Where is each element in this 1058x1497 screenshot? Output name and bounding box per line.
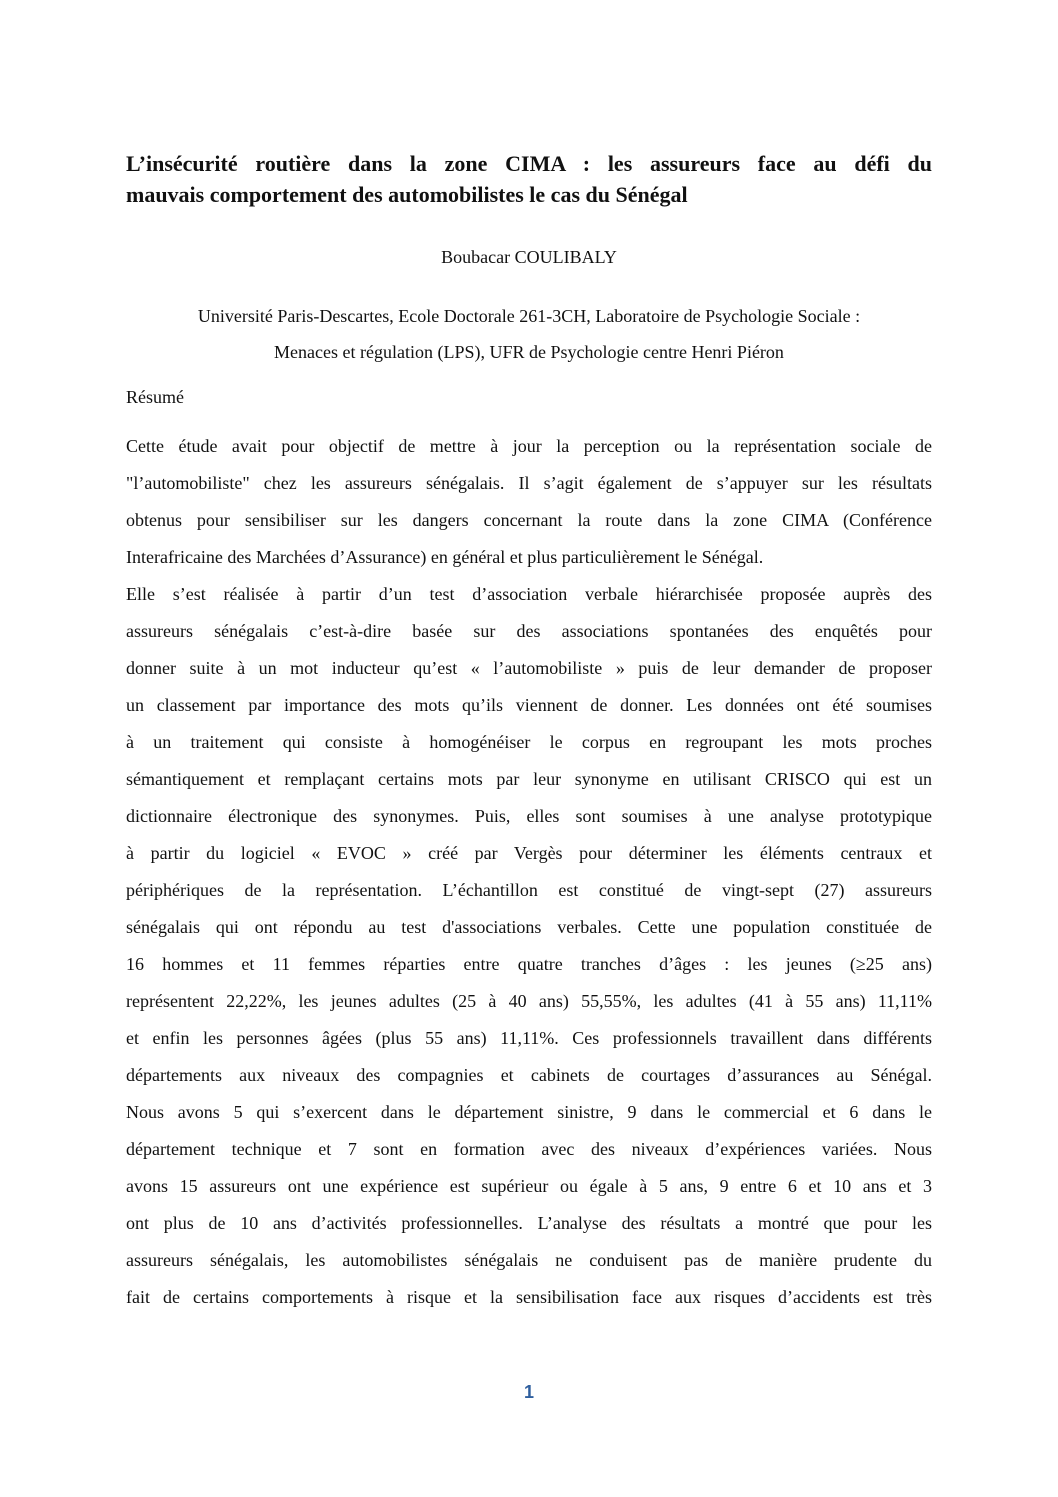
abstract-line: départements aux niveaux des compagnies et cabinets de courtages d’assurances au Sénégal. (126, 1065, 932, 1085)
paper-title (126, 148, 932, 210)
abstract-line: représentent 22,22%, les jeunes adultes (25 à 40 ans) 55,55%, les adultes (41 à 55 ans) 11,11% (126, 991, 932, 1011)
abstract-line: Elle s’est réalisée à partir d’un test d’association verbale hiérarchisée proposée auprès des (126, 584, 932, 604)
abstract-line: avons 15 assureurs ont une expérience est supérieur ou égale à 5 ans, 9 entre 6 et 10 ans et 3 (126, 1176, 932, 1196)
abstract-line: "l’automobiliste" chez les assureurs sénégalais. Il s’agit également de s’appuyer sur les résultats (126, 473, 932, 493)
author-affiliation (126, 298, 932, 370)
abstract-line: département technique et 7 sont en formation avec des niveaux d’expériences variées. Nous (126, 1139, 932, 1159)
abstract-line: donner suite à un mot inducteur qu’est « l’automobiliste » puis de leur demander de proposer (126, 658, 932, 678)
abstract-line: sémantiquement et remplaçant certains mots par leur synonyme en utilisant CRISCO qui est un (126, 769, 932, 789)
abstract-line: fait de certains comportements à risque et la sensibilisation face aux risques d’accidents est très (126, 1287, 932, 1307)
author-name: Boubacar COULIBALY (441, 247, 617, 267)
abstract-line: ont plus de 10 ans d’activités professionnelles. L’analyse des résultats a montré que pour les (126, 1213, 932, 1233)
abstract-line: à partir du logiciel « EVOC » créé par Vergès pour déterminer les éléments centraux et (126, 843, 932, 863)
abstract-line: périphériques de la représentation. L’échantillon est constitué de vingt-sept (27) assureurs (126, 880, 932, 900)
abstract-line: obtenus pour sensibiliser sur les dangers concernant la route dans la zone CIMA (Conférence (126, 510, 932, 530)
title-line-1: L’insécurité routière dans la zone CIMA : les assureurs face au défi du (126, 151, 932, 176)
abstract-line: un classement par importance des mots qu’ils viennent de donner. Les données ont été soumises (126, 695, 932, 715)
title-line-2: mauvais comportement des automobilistes le cas du Sénégal (126, 182, 688, 207)
abstract-line: dictionnaire électronique des synonymes. Puis, elles sont soumises à une analyse prototypique (126, 806, 932, 826)
abstract-line: et enfin les personnes âgées (plus 55 ans) 11,11%. Ces professionnels travaillent dans différents (126, 1028, 932, 1048)
abstract-line: 16 hommes et 11 femmes réparties entre quatre tranches d’âges : les jeunes (≥25 ans) (126, 954, 932, 974)
affiliation-line-2: Menaces et régulation (LPS), UFR de Psychologie centre Henri Piéron (274, 342, 784, 362)
abstract-heading: Résumé (126, 387, 184, 407)
affiliation-line-1: Université Paris-Descartes, Ecole Doctorale 261-3CH, Laboratoire de Psychologie Sociale : (197, 306, 861, 326)
page-number: 1 (523, 1382, 534, 1402)
abstract-line: à un traitement qui consiste à homogénéiser le corpus en regroupant les mots proches (126, 732, 932, 752)
abstract-line: assureurs sénégalais c’est-à-dire basée sur des associations spontanées des enquêtés pour (126, 621, 932, 641)
abstract-line: Cette étude avait pour objectif de mettre à jour la perception ou la représentation sociale de (126, 436, 932, 456)
abstract-body (126, 428, 932, 1316)
abstract-line: assureurs sénégalais, les automobilistes sénégalais ne conduisent pas de manière prudente du (126, 1250, 932, 1270)
abstract-line: Nous avons 5 qui s’exercent dans le département sinistre, 9 dans le commercial et 6 dans le (126, 1102, 932, 1122)
abstract-line: sénégalais qui ont répondu au test d'associations verbales. Cette une population constituée de (126, 917, 932, 937)
abstract-line: Interafricaine des Marchées d’Assurance) en général et plus particulièrement le Sénégal. (126, 547, 764, 567)
